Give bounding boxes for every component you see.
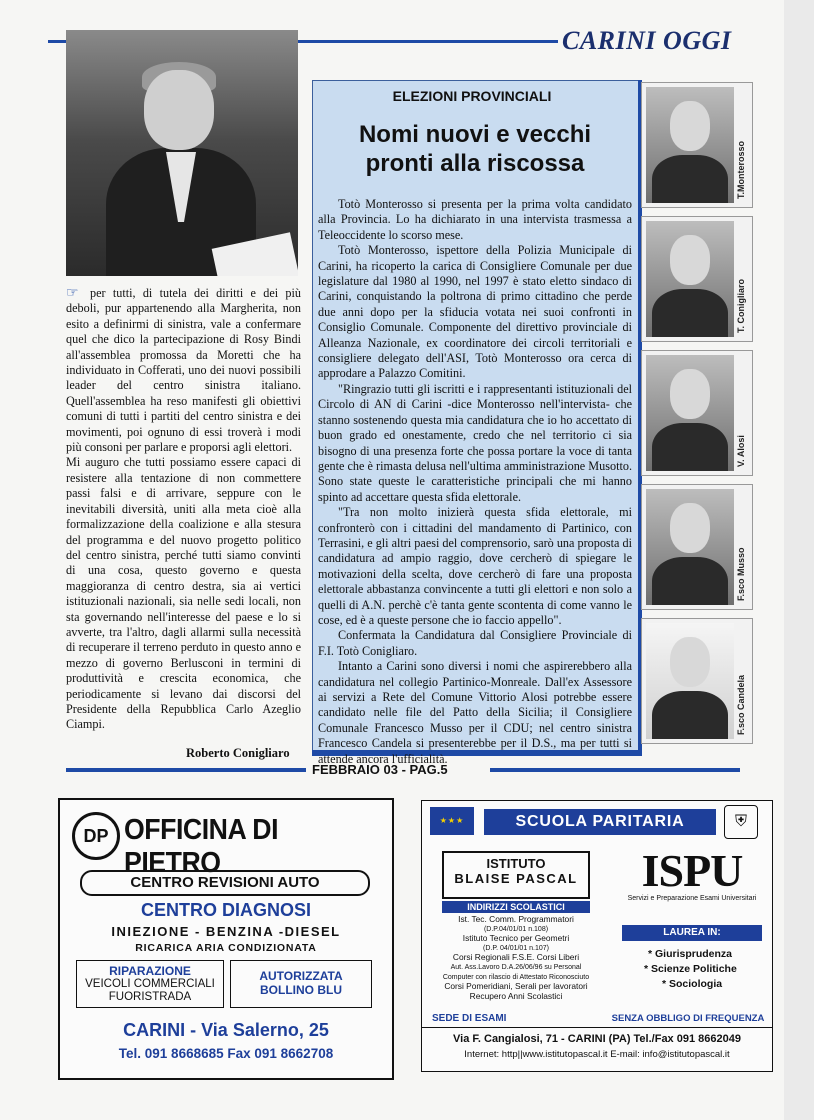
scuola-banner: SCUOLA PARITARIA: [484, 809, 716, 835]
article-body: [318, 197, 632, 767]
centro-diagnosi: CENTRO DIAGNOSI: [140, 900, 311, 920]
footer-rule: [66, 768, 306, 772]
portrait-candela: F.sco Candela: [641, 618, 753, 744]
crest-icon: ⛨: [724, 805, 758, 839]
riparazione-box: RIPARAZIONE VEICOLI COMMERCIALI FUORISTRADA: [76, 960, 224, 1008]
istituto-logo: ISTITUTO BLAISE PASCAL: [442, 851, 590, 899]
sede-label: SEDE DI ESAMI: [432, 1013, 507, 1024]
article-paragraph: "Ringrazio tutti gli iscritti e i rappresentanti istituzionali del Circolo di AN di Carini -dice Monterosso nell'intervista- che stanno sostenendo questa mia candidatura che io ho accettato di buon grado ed onestamente, credo che nel territorio ci sia bisogno di una presenza forte che possa portare la voce di tanta gente che è rimasta delusa nell'ultima amministrazione Musotto. Sono state queste le caratteristiche principali che mi hanno spinto ad accettare questa sfida elettorale.: [318, 381, 632, 504]
article-paragraph: Totò Monterosso, ispettore della Polizia Municipale di Carini, ha ricoperto la carica di Consigliere Comunale per due legislature dal 1980 al 1990, nel 1997 è stato eletto sindaco di Carini, conquistando la poltrona di primo cittadino che perde due anni dopo per la sfiducia votata nei suoi confronti in Consiglio Comunale. Componente del direttivo provinciale di Alleanza Nazionale, ex coordinatore dei circoli territoriali e consigliere delegato dell'ASI, Totò Monterosso ora cerca di approdare a Palazzo Comitini.: [318, 243, 632, 381]
ad-scuola: [421, 800, 773, 1072]
article-paragraph: "Tra non molto inizierà questa sfida elettorale, mi confronterò con i cittadini del mandamento di Partinico, con Terrasini, e gli altri paesi del comprensorio, sarò una proposta di candidatura ad ampio raggio, dove cercherò di spiegare le motivazioni della scelta, dove cercherò di fare una proposta elettorale abbastanza convincente a tutti gli elettori e non solo a quelli di A.N. perchè c'è tanta gente scontenta di come vanno le cose, ed è a queste persone che io faccio appello".: [318, 505, 632, 627]
laurea-label: LAUREA IN:: [622, 925, 762, 941]
page-info: FEBBRAIO 03 - PAG.5: [312, 762, 448, 777]
ispu-logo: ISPU Servizi e Preparazione Esami Universitari: [627, 845, 757, 902]
portrait-conigliaro: T. Conigliaro: [641, 216, 753, 342]
pointing-hand-icon: ☞: [66, 285, 79, 301]
masthead: CARINI OGGI: [562, 26, 732, 55]
portrait-monterosso: T.Monterosso: [641, 82, 753, 208]
obbligo-label: SENZA OBBLIGO DI FREQUENZA: [611, 1013, 765, 1024]
article-paragraph: Confermata la Candidatura dal Consigliere Provinciale di F.I. Totò Conigliaro.: [318, 628, 632, 658]
officina-logo: DP: [72, 812, 120, 860]
page-edge: [784, 0, 814, 1120]
divider: [422, 1027, 772, 1028]
left-paragraph: Mi auguro che tutti possiamo essere capaci di resistere alla tentazione di non commettere passi falsi e di arrivare, seppure con le inevitabili diversità, uniti alla meta cioè alla formalizzazione della coalizione e alla stesura del programma e del nuovo progetto politico del centro sinistra, perché tutti siamo convinti di una cosa, questo governo e questa maggioranza di centro destra, sia ai vertici istituzionali nazionali, sia nelle sedi locali, non sta governando nell'interesse del paese e lo si avverte, tra l'altro, dagli allarmi sulla necessità di recuperare il terreno perduto in questo anno e mezzo di governo Berlusconi in termini di produttività e crescita economica, che periodicamente si levano dai discorsi del Presidente della Repubblica Carlo Azeglio Ciampi.: [66, 455, 301, 732]
headline: Nomi nuovi e vecchi pronti alla riscossa: [358, 121, 592, 177]
article-paragraph: Totò Monterosso si presenta per la prima volta candidato alla Provincia. Lo ha dichiarato in una intervista trasmessa a Teleoccidente lo scorso mese.: [318, 197, 632, 242]
ad-officina: [58, 798, 394, 1080]
scuola-web: Internet: http||www.istitutopascal.it E-mail: info@istitutopascal.it: [464, 1049, 730, 1060]
services: INIEZIONE - BENZINA -DIESEL: [111, 924, 341, 939]
left-paragraph: per tutti, di tutela dei diritti e dei più deboli, pur appartenendo alla Margherita, non esito a definirmi di sinistra, vale a confermare quel che dico la partecipazione di Rosy Bindi all'assemblea promossa da Moretti che ha individuato in Cofferati, uno dei nuovi possibili leader del centro sinistra italiano. Quell'assemblea ha reso manifesti gli obiettivi comuni di tutti i partiti del centro sinistra e dei movimenti, poi ognuno di essi troverà i modi più consoni per parlare e proporsi agli elettori.: [66, 286, 301, 455]
officina-name: OFFICINA DI PIETRO: [124, 814, 279, 879]
portrait-alosi: V. Alosi: [641, 350, 753, 476]
left-column-text: [66, 286, 301, 733]
bollino-box: AUTORIZZATA BOLLINO BLU: [230, 960, 372, 1008]
faculty-list: * Giurisprudenza * Scienze Politiche * Sociologia: [644, 948, 737, 990]
indirizzi-label: INDIRIZZI SCOLASTICI: [442, 901, 590, 913]
centro-revisioni: CENTRO REVISIONI AUTO: [80, 870, 370, 896]
main-photo: [66, 30, 298, 276]
section-title: ELEZIONI PROVINCIALI: [392, 88, 552, 104]
scuola-address: Via F. Cangialosi, 71 - CARINI (PA) Tel./Fax 091 8662049: [453, 1033, 741, 1045]
officina-address: CARINI - Via Salerno, 25: [123, 1020, 329, 1040]
signature: Roberto Conigliaro: [186, 746, 290, 760]
ricarica: RICARICA ARIA CONDIZIONATA: [135, 942, 317, 954]
article-paragraph: Intanto a Carini sono diversi i nomi che aspirerebbero alla candidatura nel collegio Partinico-Monreale. Dall'ex Assessore ai servizi a Rete del Comune Vittorio Alosi potrebbe essere candidato nelle file del Patto della Sicilia; il Consigliere Comunale Francesco Musso per il CDU; nel centro sinistra Francesco Candela si presenterebbe per il D.S., ma per tutti si attende ancora l'ufficialità.: [318, 659, 632, 766]
officina-phone: Tel. 091 8668685 Fax 091 8662708: [118, 1046, 334, 1061]
eu-flag-icon: ★★★: [430, 807, 474, 835]
course-list: Ist. Tec. Comm. Programmatori (D.P.04/01/01 n.108) Istituto Tecnico per Geometri (D.P. 04/01/01 n.107) Corsi Regionali F.S.E. Corsi Liberi Aut. Ass.Lavoro D.A.26/06/96 su Personal Computer con rilascio di Attestato Riconosciuto Corsi Pomeridiani, Serali per lavoratori Recupero Anni Scolastici: [442, 914, 590, 1001]
footer-rule: [490, 768, 740, 772]
portrait-musso: F.sco Musso: [641, 484, 753, 610]
